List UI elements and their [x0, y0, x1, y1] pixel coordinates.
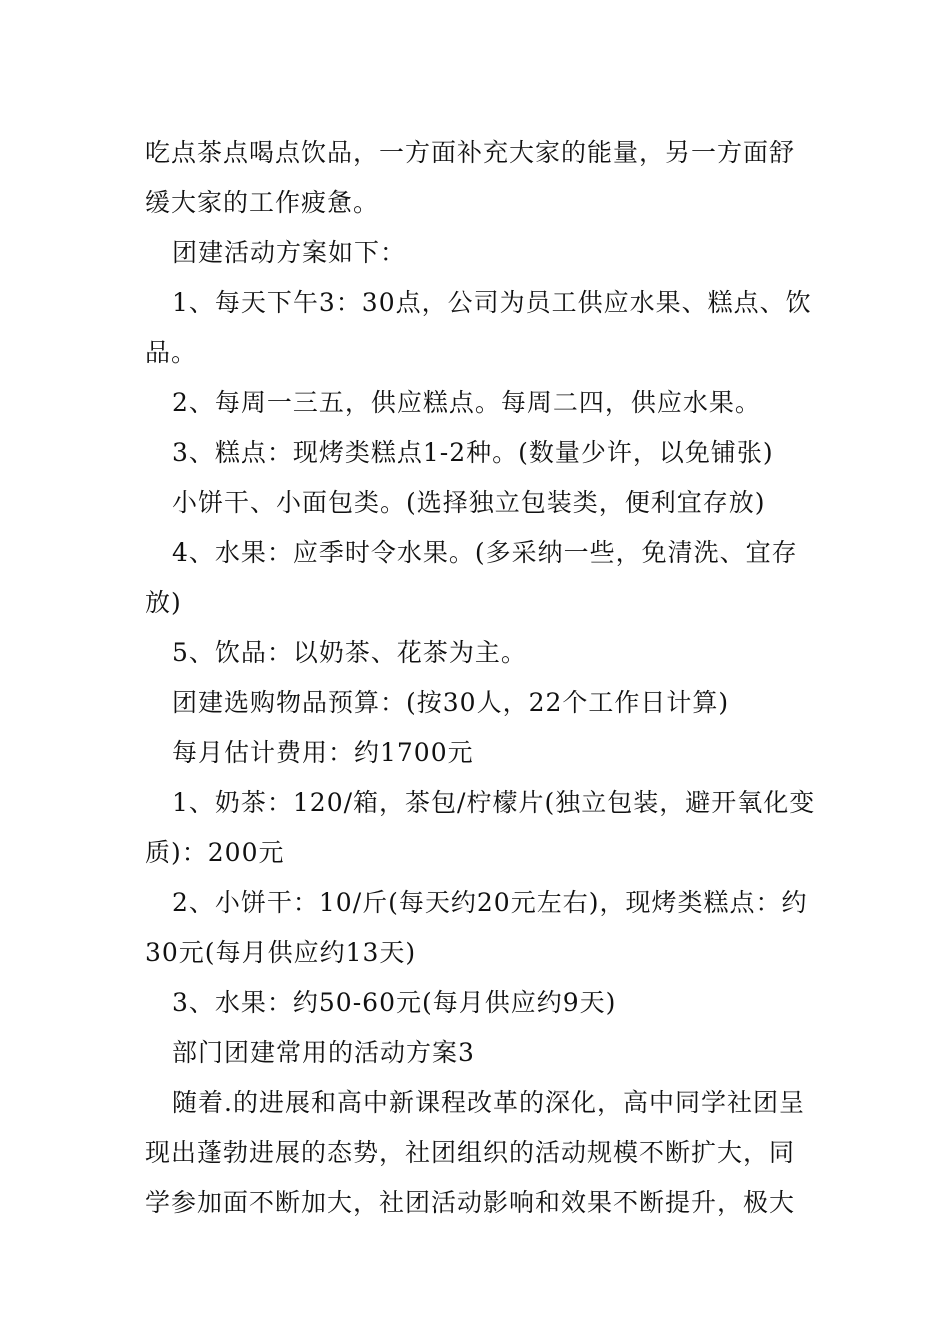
- text-line-4: 1、每天下午3：30点，公司为员工供应水果、糕点、饮: [172, 288, 812, 317]
- text-line-18: 3、水果：约50-60元(每月供应约9天): [172, 988, 617, 1017]
- text-line-1: 吃点茶点喝点饮品，一方面补充大家的能量，另一方面舒: [145, 138, 796, 167]
- text-line-5: 品。: [145, 338, 198, 367]
- text-line-22: 学参加面不断加大，社团活动影响和效果不断提升，极大: [145, 1188, 796, 1217]
- text-line-17: 30元(每月供应约13天): [145, 938, 417, 967]
- text-line-3: 团建活动方案如下：: [172, 238, 407, 267]
- text-line-19: 部门团建常用的活动方案3: [172, 1038, 475, 1067]
- text-line-13: 每月估计费用：约1700元: [172, 738, 474, 767]
- text-line-11: 5、饮品：以奶茶、花茶为主。: [172, 638, 527, 667]
- text-line-16: 2、小饼干：10/斤(每天约20元左右)，现烤类糕点：约: [172, 888, 808, 917]
- text-line-7: 3、糕点：现烤类糕点1-2种。(数量少许，以免铺张): [172, 438, 774, 467]
- text-line-15: 质)：200元: [145, 838, 285, 867]
- text-line-20: 随着.的进展和高中新课程改革的深化，高中同学社团呈: [172, 1088, 805, 1117]
- text-line-10: 放): [145, 588, 182, 617]
- text-line-12: 团建选购物品预算：(按30人，22个工作日计算): [172, 688, 730, 717]
- text-line-2: 缓大家的工作疲惫。: [145, 188, 380, 217]
- text-line-8: 小饼干、小面包类。(选择独立包装类，便利宜存放): [172, 488, 766, 517]
- text-line-14: 1、奶茶：120/箱，茶包/柠檬片(独立包装，避开氧化变: [172, 788, 816, 817]
- text-line-9: 4、水果：应季时令水果。(多采纳一些，免清洗、宜存: [172, 538, 798, 567]
- text-line-21: 现出蓬勃进展的态势，社团组织的活动规模不断扩大，同: [145, 1138, 796, 1167]
- text-line-6: 2、每周一三五，供应糕点。每周二四，供应水果。: [172, 388, 761, 417]
